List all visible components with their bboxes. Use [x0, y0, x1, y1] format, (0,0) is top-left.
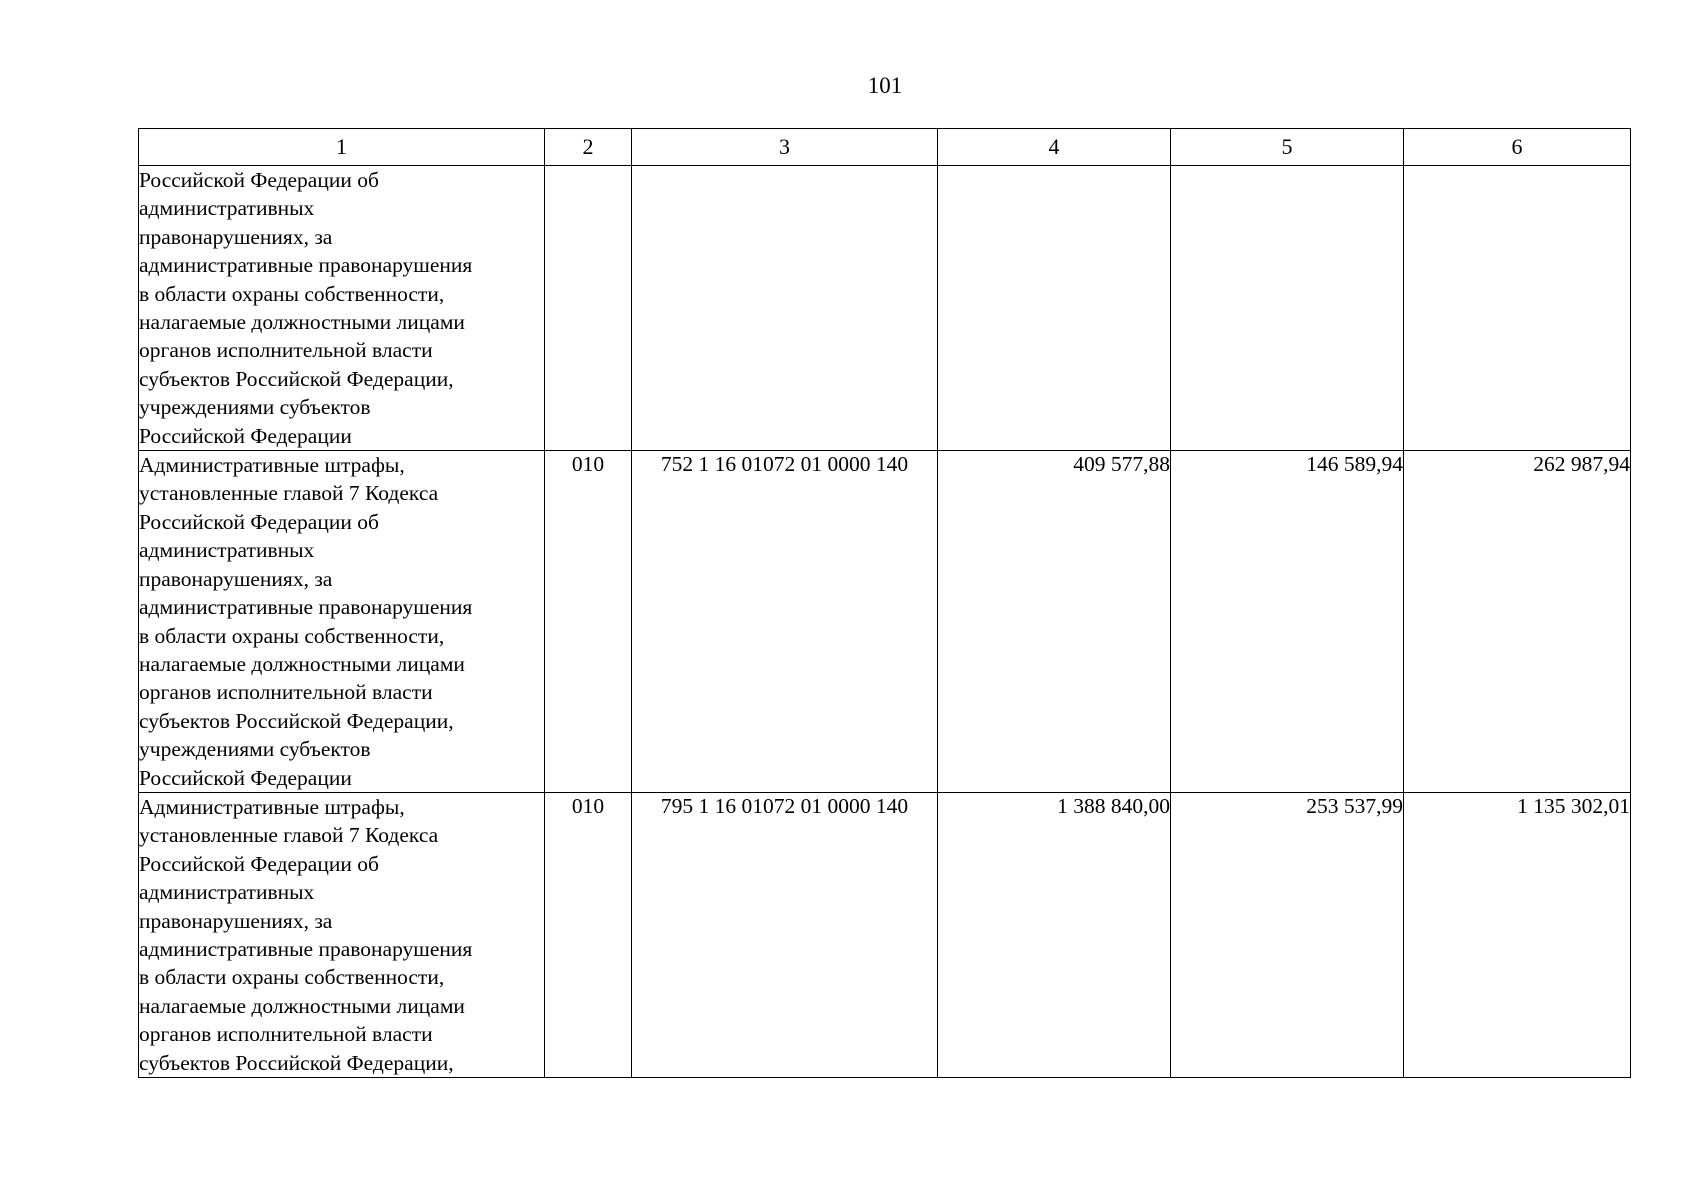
column-header-6: 6: [1404, 129, 1631, 166]
line-code-cell: 010: [545, 451, 632, 793]
revenue-name-line: Административные штрафы,: [139, 794, 405, 819]
column-header-5: 5: [1171, 129, 1404, 166]
revenue-name-line: Российской Федерации об: [139, 509, 379, 534]
revenue-name-line: субъектов Российской Федерации,: [139, 708, 454, 733]
executed-amount-cell: 253 537,99: [1171, 792, 1404, 1077]
line-code-cell: 010: [545, 792, 632, 1077]
kbk-code-cell: 752 1 16 01072 01 0000 140: [632, 451, 938, 793]
report-table: [138, 128, 1631, 1078]
revenue-name-line: административные правонарушения: [139, 936, 473, 961]
column-header-1: 1: [139, 129, 545, 166]
revenue-name-line: правонарушениях, за: [139, 908, 333, 933]
revenue-name-line: административные правонарушения: [139, 595, 473, 620]
revenue-name-line: учреждениями субъектов: [139, 395, 371, 420]
revenue-name-line: правонарушениях, за: [139, 566, 333, 591]
unexecuted-amount-cell: 262 987,94: [1404, 451, 1631, 793]
revenue-name-line: установленные главой 7 Кодекса: [139, 823, 439, 848]
revenue-name-cell: [139, 792, 545, 1077]
approved-amount-cell: [938, 166, 1171, 451]
revenue-name-cell: [139, 451, 545, 793]
revenue-name-line: административных: [139, 196, 315, 221]
revenue-name-line: субъектов Российской Федерации,: [139, 366, 454, 391]
revenue-name-cell: [139, 166, 545, 451]
page-number: 101: [867, 73, 903, 98]
revenue-name-line: в области охраны собственности,: [139, 965, 445, 990]
revenue-name-line: Российской Федерации об: [139, 168, 379, 192]
table-row: [139, 451, 1631, 793]
kbk-code-cell: 795 1 16 01072 01 0000 140: [632, 792, 938, 1077]
column-number-row: [139, 129, 1631, 166]
revenue-name-line: Административные штрафы,: [139, 453, 405, 478]
revenue-name-line: административных: [139, 880, 315, 905]
approved-amount-cell: 409 577,88: [938, 451, 1171, 793]
revenue-name-line: налагаемые должностными лицами: [139, 993, 465, 1018]
revenue-name-line: налагаемые должностными лицами: [139, 651, 465, 676]
column-header-3: 3: [632, 129, 938, 166]
unexecuted-amount-cell: 1 135 302,01: [1404, 792, 1631, 1077]
revenue-name-line: налагаемые должностными лицами: [139, 310, 465, 335]
revenue-name-line: правонарушениях, за: [139, 224, 333, 249]
revenue-name-line: субъектов Российской Федерации,: [139, 1050, 454, 1075]
column-header-4: 4: [938, 129, 1171, 166]
kbk-code-cell: [632, 166, 938, 451]
column-header-2: 2: [545, 129, 632, 166]
table-row: [139, 166, 1631, 451]
revenue-name-line: органов исполнительной власти: [139, 338, 433, 363]
line-code-cell: [545, 166, 632, 451]
revenue-name-line: установленные главой 7 Кодекса: [139, 481, 439, 506]
approved-amount-cell: 1 388 840,00: [938, 792, 1171, 1077]
revenue-name-line: в области охраны собственности,: [139, 281, 445, 306]
executed-amount-cell: 146 589,94: [1171, 451, 1404, 793]
revenue-name-line: административные правонарушения: [139, 253, 473, 278]
revenue-name-line: учреждениями субъектов: [139, 737, 371, 762]
revenue-name-line: в области охраны собственности,: [139, 623, 445, 648]
revenue-name-line: Российской Федерации: [139, 423, 352, 448]
revenue-name-line: Российской Федерации: [139, 765, 352, 790]
revenue-name-line: Российской Федерации об: [139, 851, 379, 876]
revenue-name-line: органов исполнительной власти: [139, 1022, 433, 1047]
table-row: [139, 792, 1631, 1077]
revenue-name-line: административных: [139, 538, 315, 563]
revenue-name-line: органов исполнительной власти: [139, 680, 433, 705]
executed-amount-cell: [1171, 166, 1404, 451]
unexecuted-amount-cell: [1404, 166, 1631, 451]
